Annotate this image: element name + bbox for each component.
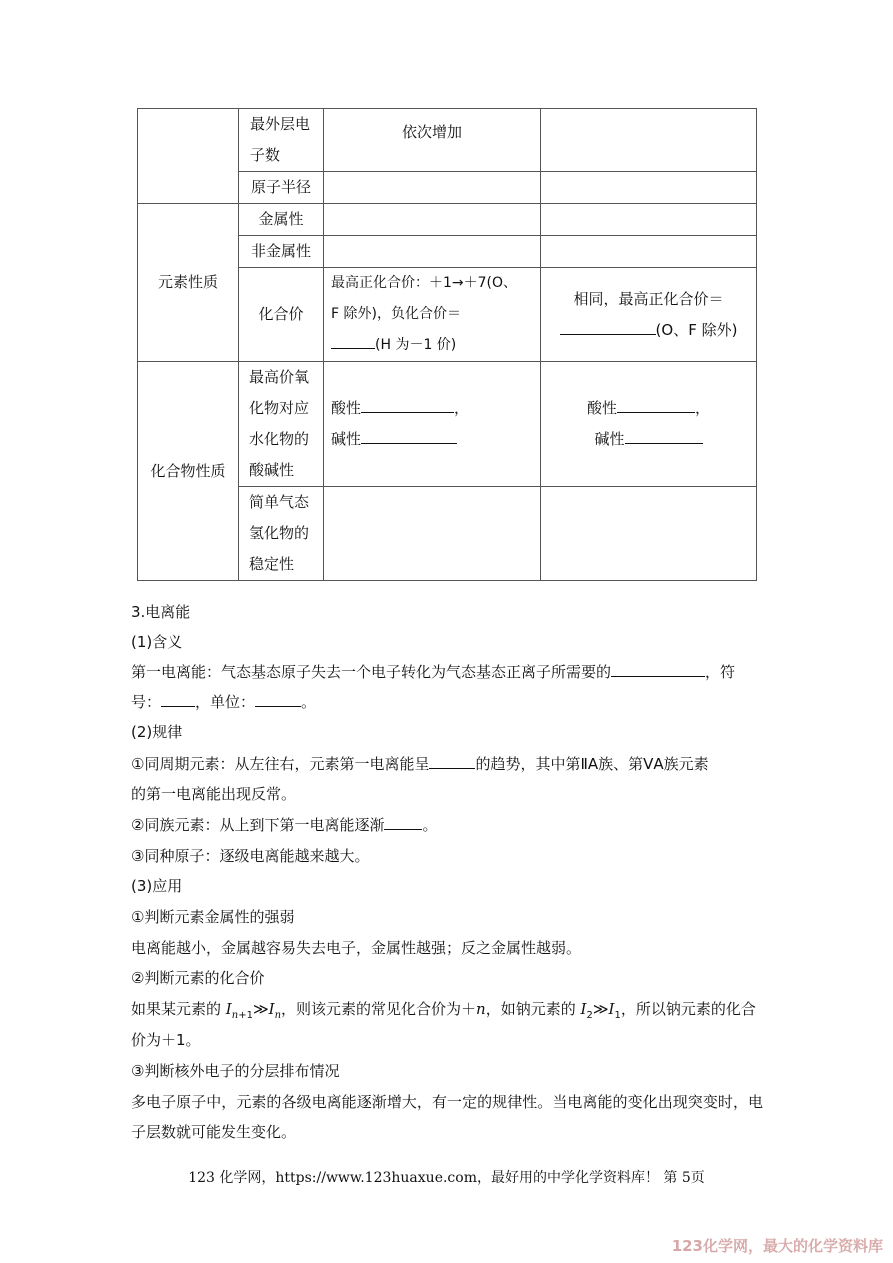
cell-valence-period [324, 268, 541, 362]
cell-nonmetallic-period [324, 236, 541, 268]
para-judge-metallic: ①判断元素金属性的强弱 [131, 908, 295, 926]
row-label-valence: 化合价 [239, 268, 324, 362]
cell-metallic-group [541, 204, 757, 236]
para-valence-explain-line2: 价为＋1。 [131, 1031, 201, 1049]
acidity-group-line2: 碱性 [541, 424, 756, 455]
row-label-hydride-stability: 简单气态氢化物的稳定性 [239, 487, 324, 581]
para-judge-valence: ②判断元素的化合价 [131, 969, 265, 987]
heading-rules: (2)规律 [131, 723, 183, 741]
heading-application: (3)应用 [131, 877, 183, 895]
answer-blank[interactable] [255, 691, 301, 707]
element-property-table [137, 108, 757, 581]
para-metallic-explain: 电离能越小，金属越容易失去电子，金属性越强；反之金属性越弱。 [131, 939, 582, 957]
row-label-nonmetallic: 非金属性 [239, 236, 324, 268]
cell-stability-group [541, 487, 757, 581]
cell-acidity-period [324, 362, 541, 487]
cell-acidity-group [541, 362, 757, 487]
para-same-period-line1: ①同周期元素：从左往右，元素第一电离能呈 的趋势，其中第ⅡA族、第ⅤA族元素 [131, 755, 709, 773]
watermark: 123化学网，最大的化学资料库 [671, 1237, 883, 1255]
answer-blank[interactable] [384, 814, 422, 830]
answer-blank[interactable] [361, 397, 454, 413]
page-footer: 123 化学网，https://www.123huaxue.com，最好用的中学化学资料库！ 第 5页 [188, 1170, 705, 1186]
group-label-compound-properties: 化合物性质 [138, 362, 239, 581]
answer-blank[interactable] [560, 319, 656, 335]
acidity-group-line1: 酸性 ， [586, 399, 711, 417]
answer-blank[interactable] [611, 661, 705, 677]
row-label-atomic-radius: 原子半径 [239, 172, 324, 204]
answer-blank[interactable] [361, 428, 457, 444]
valence-group-line1: 相同，最高正化合价＝ [573, 289, 724, 308]
cell-valence-group [541, 268, 757, 362]
row-label-hydroxide-acidity: 最高价氧化物对应水化物的酸碱性 [239, 362, 324, 487]
cell-nonmetallic-group [541, 236, 757, 268]
section-title: 3.电离能 [131, 603, 191, 621]
heading-meaning: (1)含义 [131, 633, 183, 651]
para-same-group: ②同族元素：从上到下第一电离能逐渐 。 [131, 816, 438, 834]
acidity-period-line1: 酸性 ， [331, 399, 470, 417]
answer-blank[interactable] [331, 333, 375, 349]
valence-group-line2: (O、F 除外) [541, 315, 756, 346]
para-first-ionization-line2: 号： ，单位： 。 [131, 693, 317, 711]
para-shell-explain: 多电子原子中，元素的各级电离能逐渐增大，有一定的规律性。当电离能的变化出现突变时，电子层数就可能发生变化。 [131, 1093, 763, 1141]
blank-cell [138, 109, 239, 204]
row-label-outer-electrons: 最外层电子数 [239, 109, 324, 172]
cell-radius-group [541, 172, 757, 204]
answer-blank[interactable] [617, 397, 695, 413]
answer-blank[interactable] [161, 691, 195, 707]
cell-outer-electrons-period: 依次增加 [324, 109, 541, 172]
para-valence-explain-line1: 如果某元素的 $I_{n+1}≫I_n$，则该元素的常见化合价为＋n，如钠元素的 $I_2≫I_1$，所以钠元素的化合 [131, 1000, 756, 1021]
para-same-period-line2: 的第一电离能出现反常。 [131, 785, 297, 803]
group-label-element-properties: 元素性质 [138, 204, 239, 362]
answer-blank[interactable] [625, 428, 703, 444]
valence-period-line3: (H 为－1 价) [331, 330, 540, 361]
valence-period-line1: 最高正化合价：＋1→＋7(O、 [331, 275, 518, 291]
acidity-period-line2: 碱性 [331, 424, 540, 455]
answer-blank[interactable] [429, 753, 475, 769]
cell-outer-electrons-group [541, 109, 757, 172]
valence-period-line2: F 除外)，负化合价＝ [331, 306, 461, 322]
row-label-metallic: 金属性 [239, 204, 324, 236]
para-same-atom: ③同种原子：逐级电离能越来越大。 [131, 847, 370, 865]
para-judge-shell: ③判断核外电子的分层排布情况 [131, 1062, 340, 1080]
cell-radius-period [324, 172, 541, 204]
cell-metallic-period [324, 204, 541, 236]
cell-stability-period [324, 487, 541, 581]
para-first-ionization-line1: 第一电离能：气态基态原子失去一个电子转化为气态基态正离子所需要的 ，符 [131, 663, 736, 681]
